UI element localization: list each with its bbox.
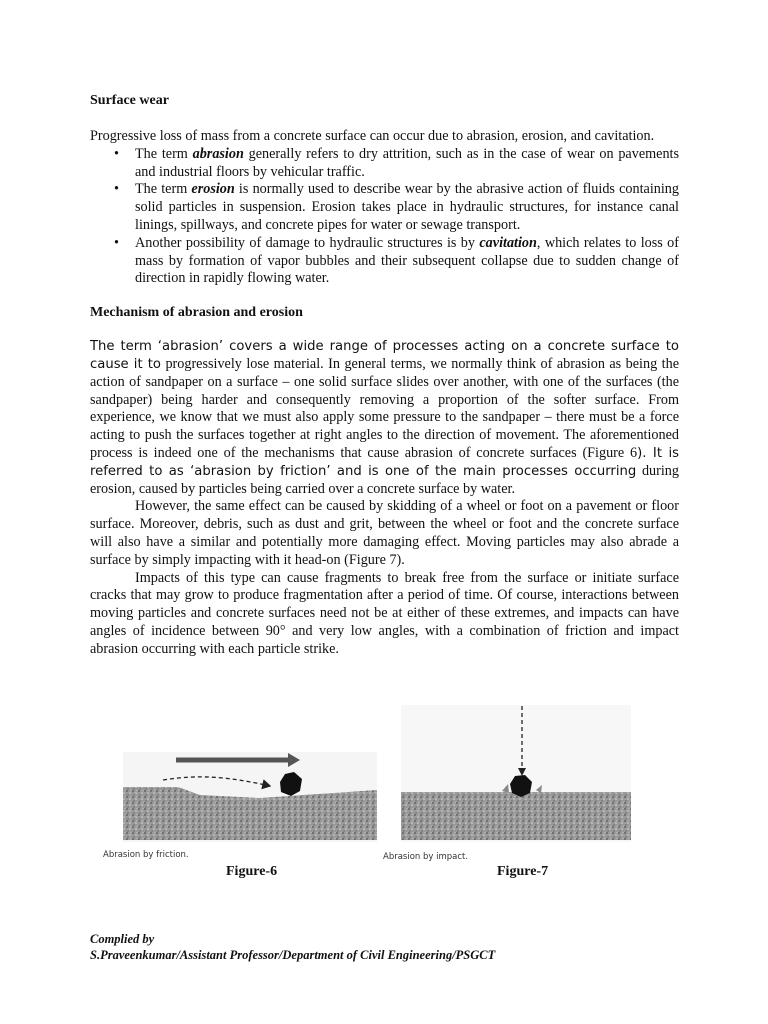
footer-compiled-by: Complied by — [90, 932, 155, 946]
figures-area — [90, 700, 690, 890]
footer-author: S.Praveenkumar/Assistant Professor/Department of Civil Engineering/PSGCT — [90, 948, 496, 962]
figure-6-label: Abrasion by friction. — [103, 850, 189, 860]
figure-7-diagram — [401, 705, 631, 842]
term-erosion: erosion — [191, 181, 235, 198]
bullet: • — [114, 145, 119, 162]
bullet: • — [114, 181, 119, 198]
figure-7-caption: Figure-7 — [497, 864, 549, 879]
term-cavitation: cavitation — [479, 234, 537, 251]
document-body — [90, 92, 679, 659]
bullet: • — [114, 234, 119, 251]
intro-paragraph: Progressive loss of mass from a concrete surface can occur due to abrasion, erosion, and cavitation. — [90, 128, 655, 144]
list-item: • The term abrasion generally refers to dry attrition, such as in the case of wear on pavements and industrial floors by vehicular traffic. — [114, 145, 680, 180]
mechanism-paragraph-3: Impacts of this type can cause fragments to break free from the surface or initiate surface cracks that may grow to produce fragmentation after a period of time. Of course, interactions between moving particles and concrete surfaces need not be at either of these extremes, and impacts can have angles of incidence between 90° and very low angles, with a combination of friction and impact abrasion occurring with each particle strike. — [90, 569, 679, 657]
term-abrasion: abrasion — [192, 145, 244, 162]
footer-credit — [90, 931, 495, 963]
heading-mechanism: Mechanism of abrasion and erosion — [90, 305, 303, 321]
figure-7-label: Abrasion by impact. — [383, 852, 469, 862]
figure-6-caption: Figure-6 — [226, 864, 278, 879]
heading-surface-wear: Surface wear — [90, 93, 169, 108]
list-item: • Another possibility of damage to hydraulic structures is by cavitation, which relates to loss of mass by formation of vapor bubbles and their subsequent collapse due to sudden change of direction in rapidly flowing water. — [114, 234, 679, 287]
figure-6-diagram — [123, 752, 377, 842]
list-item: • The term erosion is normally used to describe wear by the abrasive action of fluids containing solid particles in suspension. Erosion takes place in hydraulic structures, for instance canal linings, spillways, and concrete pipes for water or sewage transport. — [114, 181, 679, 233]
mechanism-paragraph-1: The term ‘abrasion’ covers a wide range of processes acting on a concrete surface to cause it to progressively lose material. In general terms, we normally think of abrasion as being the action of sandpaper on a surface – one solid surface slides over another, with one of the surfaces (the sandpaper) being harder and consequently removing a proportion of the softer surface. From experience, we know that we must also apply some pressure to the sandpaper – there must be a force acting to push the surfaces together at right angles to the direction of movement. The aforementioned process is indeed one of the mechanisms that cause abrasion of concrete surfaces (Figure 6). It is referred to as ‘abrasion by friction’ and is one of the main processes occurring during erosion, caused by particles being carried over a concrete surface by water. — [90, 339, 679, 497]
mechanism-paragraph-2: However, the same effect can be caused by skidding of a wheel or foot on a pavement or floor surface. Moreover, debris, such as dust and grit, between the wheel or foot and the concrete surface will also have a similar and potentially more damaging effect. Moving particles may also abrade a surface by simply impacting with it head-on (Figure 7). — [90, 498, 679, 568]
wear-types-list — [90, 146, 679, 288]
